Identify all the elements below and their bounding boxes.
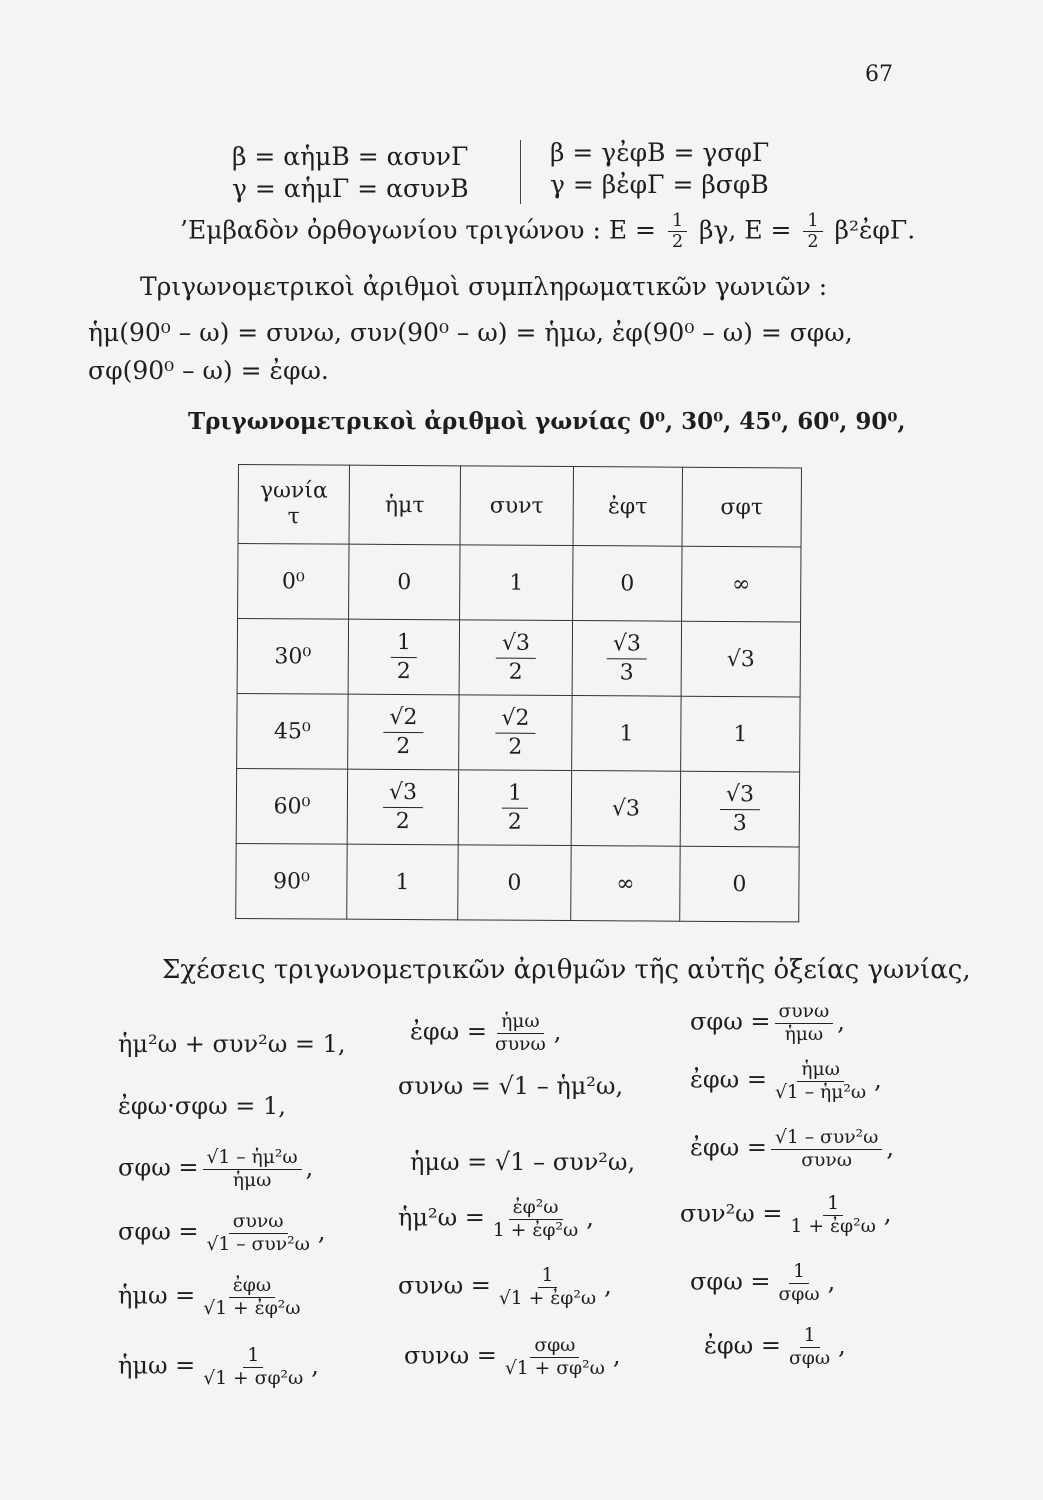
cell-cos: 0 [458, 845, 571, 921]
denominator: συνω [495, 1033, 546, 1055]
numerator: ἐφω [229, 1276, 275, 1298]
cell-tan: 1 [572, 696, 681, 772]
fraction [775, 1262, 824, 1304]
numerator: συνω [229, 1212, 288, 1234]
complementary-title: Τριγωνομετρικοὶ ἀριθμοὶ συμπληρωματικῶν γωνιῶν : [140, 272, 828, 301]
cell-cos [459, 695, 572, 771]
denominator: 2 [807, 232, 819, 253]
denominator: 1 + ἐφ²ω [492, 1219, 579, 1241]
lhs: συνω = [404, 1341, 497, 1370]
cell-sin [347, 769, 458, 845]
table-header-row [238, 465, 801, 547]
lhs: σφω = [690, 1267, 771, 1296]
cell-cos [459, 620, 572, 696]
comma: , [604, 1271, 612, 1300]
cell-cos: 1 [460, 545, 573, 621]
formula-c-tan: γ = βἐφΓ = βσφΒ [550, 170, 769, 199]
header-cot: σφτ [682, 467, 801, 547]
denominator: √1 + ἐφ²ω [498, 1287, 597, 1309]
relation-tan-recip [704, 1326, 846, 1368]
cell-sin: 1 [347, 844, 458, 920]
fraction [203, 1148, 302, 1190]
denominator: ἡμω [784, 1023, 824, 1045]
cell-angle: 30⁰ [237, 619, 348, 695]
numerator: √3 [607, 632, 647, 659]
denominator: 2 [396, 658, 411, 685]
relation-cos-from-sin: συνω = √1 – ἡμ²ω, [398, 1072, 624, 1100]
comma: , [886, 1133, 894, 1162]
table-row [237, 619, 800, 697]
cell-angle: 60⁰ [236, 768, 347, 844]
lhs: σφω = [118, 1217, 199, 1246]
denominator: 2 [507, 809, 522, 835]
numerator: 1 [800, 1326, 820, 1348]
denominator: 3 [619, 660, 634, 686]
denominator: 1 + ἐφ²ω [790, 1215, 876, 1237]
comma: , [586, 1203, 594, 1232]
denominator: √1 + σφ²ω [203, 1367, 304, 1389]
cell-tan: 0 [573, 546, 682, 622]
lhs: ἡμ²ω = [398, 1203, 485, 1232]
denominator: √1 – συν²ω [206, 1233, 310, 1255]
fraction [491, 1012, 550, 1054]
comma: , [317, 1217, 326, 1246]
table-row [236, 843, 799, 921]
comma: , [838, 1331, 846, 1360]
denominator: συνω [801, 1149, 853, 1171]
lhs: ἡμω = [118, 1351, 196, 1380]
denominator: √1 + ἐφ²ω [203, 1297, 301, 1319]
cell-sin [348, 619, 459, 695]
numerator: 1 [789, 1262, 809, 1284]
header-cos: συντ [460, 466, 573, 546]
relation-tan-from-sin [690, 1060, 882, 1102]
lhs: σφω = [690, 1007, 771, 1036]
relation-sin-sq-from-tan [398, 1198, 594, 1240]
fraction [199, 1276, 304, 1318]
denominator: σφω [778, 1283, 820, 1305]
cell-tan [572, 621, 681, 697]
table-row [237, 693, 800, 771]
numerator: 1 [823, 1194, 843, 1216]
cell-cot: 1 [681, 696, 800, 772]
numerator: ἡμω [497, 1012, 544, 1034]
numerator: 1 [538, 1266, 558, 1288]
header-angle [238, 465, 349, 545]
cell-tan: ∞ [571, 846, 680, 922]
fraction [803, 212, 822, 252]
cell-cot: √3 [681, 621, 800, 697]
trig-values-table [235, 464, 802, 922]
relations-title: Σχέσεις τριγωνομετρικῶν ἀριθμῶν τῆς αὐτῆς ὀξείας γωνίας, [162, 955, 971, 985]
relation-tan-from-cos [690, 1128, 894, 1170]
relation-cot-cos-sin [690, 1002, 845, 1044]
fraction [771, 1060, 870, 1102]
relation-cos-from-cot [404, 1336, 621, 1378]
table-row [236, 768, 799, 846]
fraction [668, 212, 687, 252]
fraction [199, 1346, 307, 1388]
comma: , [311, 1351, 319, 1380]
denominator: ἡμω [232, 1169, 272, 1191]
relation-pythagorean: ἡμ²ω + συν²ω = 1, [118, 1030, 346, 1058]
comma: , [612, 1341, 621, 1370]
relation-cot-from-cos [118, 1212, 325, 1254]
numerator: ἐφ²ω [509, 1198, 563, 1220]
comma: , [874, 1065, 882, 1094]
cell-cot: ∞ [682, 546, 801, 622]
area-lhs: Ε = [608, 215, 656, 245]
fraction [775, 1002, 834, 1044]
numerator: 1 [243, 1346, 263, 1368]
denominator: 2 [508, 659, 523, 685]
cell-angle: 45⁰ [237, 693, 348, 769]
cell-cot [680, 771, 799, 847]
numerator: √1 – ἡμ²ω [203, 1148, 302, 1170]
cell-cot: 0 [680, 846, 799, 922]
denominator: 2 [396, 733, 411, 760]
comma: , [883, 1199, 892, 1228]
lhs: ἐφω = [410, 1017, 487, 1046]
area-rhs-2: β²ἐφΓ. [834, 215, 916, 245]
numerator: √3 [720, 783, 760, 810]
cell-angle: 0⁰ [238, 544, 349, 620]
denominator: √1 + σφ²ω [504, 1357, 605, 1379]
cell-angle: 90⁰ [236, 843, 347, 919]
numerator: 1 [502, 781, 528, 808]
complementary-line-2: σφ(90⁰ – ω) = ἐφω. [88, 356, 329, 385]
lhs: σφω = [118, 1153, 199, 1182]
fraction [785, 1326, 834, 1368]
area-label: ’Εμβαδὸν ὀρθογωνίου τριγώνου : [180, 215, 601, 245]
cell-sin [348, 694, 459, 770]
page-number: 67 [865, 62, 893, 87]
area-formula [180, 212, 915, 252]
formula-b-sin: β = αἡμΒ = ασυνΓ [232, 142, 469, 171]
denominator: 3 [732, 811, 747, 837]
numerator: ἡμω [797, 1060, 844, 1082]
relation-cot-recip [690, 1262, 835, 1304]
cell-tan: √3 [571, 771, 680, 847]
relation-sin-from-cot [118, 1346, 319, 1388]
fraction [203, 1212, 314, 1254]
numerator: √2 [495, 706, 535, 733]
comma: , [553, 1017, 562, 1046]
numerator: 1 [668, 212, 687, 232]
header-angle-symbol: τ [287, 504, 300, 530]
lhs: ἐφω = [704, 1331, 781, 1360]
table-row [238, 544, 801, 622]
numerator: √3 [496, 631, 536, 658]
fraction [489, 1198, 582, 1240]
divider [520, 140, 521, 204]
lhs: συνω = [398, 1271, 491, 1300]
numerator: συνω [775, 1002, 834, 1024]
header-angle-label: γωνία [259, 477, 328, 504]
fraction [787, 1194, 880, 1236]
numerator: √3 [383, 781, 423, 808]
denominator: σφω [789, 1347, 831, 1369]
numerator: √1 – συν²ω [771, 1128, 882, 1150]
cell-sin: 0 [349, 544, 460, 620]
comma: , [837, 1007, 845, 1036]
lhs: ἐφω = [690, 1133, 767, 1162]
comma: , [305, 1153, 314, 1182]
denominator: 2 [508, 734, 523, 760]
denominator: 2 [671, 232, 684, 253]
relation-sin-from-cos: ἡμω = √1 – συν²ω, [410, 1148, 636, 1176]
cell-cos [458, 770, 571, 846]
complementary-line-1: ἡμ(90⁰ – ω) = συνω, συν(90⁰ – ω) = ἡμω, ἐφ(90⁰ – ω) = σφω, [88, 318, 853, 347]
lhs: συν²ω = [680, 1199, 783, 1228]
comma: , [827, 1267, 836, 1296]
lhs: ἐφω = [690, 1065, 767, 1094]
numerator: 1 [391, 631, 417, 658]
fraction [501, 1336, 609, 1378]
relation-tan-cot-product: ἐφω·σφω = 1, [118, 1092, 286, 1120]
formula-b-tan: β = γἐφΒ = γσφΓ [550, 138, 770, 167]
header-sin: ἡμτ [349, 465, 460, 545]
numerator: σφω [530, 1336, 579, 1358]
relation-cot-from-sin [118, 1148, 313, 1190]
header-tan: ἐφτ [573, 467, 682, 547]
relation-cos-from-tan [398, 1266, 612, 1308]
lhs: ἡμω = [118, 1281, 196, 1310]
denominator: √1 – ἡμ²ω [775, 1081, 867, 1103]
relation-tan-sin-cos [410, 1012, 561, 1054]
area-rhs: βγ, Ε = [699, 215, 792, 245]
numerator: 1 [803, 212, 822, 232]
fraction [771, 1128, 882, 1170]
relation-cos-sq-from-tan [680, 1194, 891, 1236]
formula-c-sin: γ = αἡμΓ = ασυνΒ [232, 174, 469, 203]
denominator: 2 [395, 808, 410, 835]
table-title: Τριγωνομετρικοὶ ἀριθμοὶ γωνίας 0⁰, 30⁰, 45⁰, 60⁰, 90⁰, [188, 408, 906, 435]
fraction [495, 1266, 600, 1308]
relation-sin-from-tan [118, 1276, 309, 1318]
numerator: √2 [383, 706, 423, 733]
